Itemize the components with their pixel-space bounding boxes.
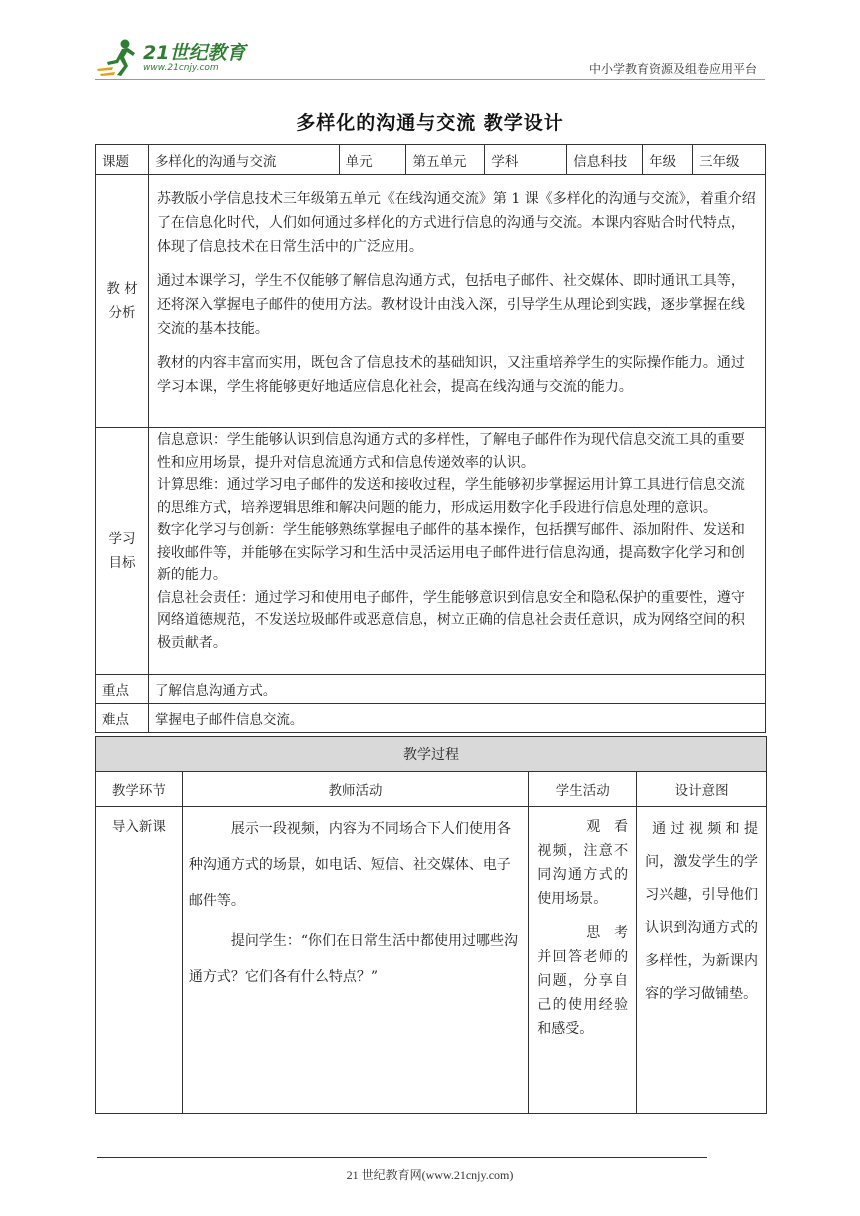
logo-text: 21世纪教育: [143, 42, 246, 64]
footer-divider: [97, 1157, 707, 1158]
grade-value: 三年级: [693, 145, 766, 175]
column-header: 教师活动: [182, 772, 528, 807]
column-header: 学生活动: [529, 772, 637, 807]
student-paragraph: 观看视频，注意不同沟通方式的使用场景。: [537, 819, 629, 907]
material-label: 教 材 分析: [96, 175, 149, 428]
difficulty-value: 掌握电子邮件信息交流。: [148, 704, 765, 733]
column-header: 教学环节: [96, 772, 183, 807]
material-paragraph: 苏教版小学信息技术三年级第五单元《在线沟通交流》第 1 课《多样化的沟通与交流》，着重介绍了在信息化时代，人们如何通过多样化的方式进行信息的沟通与交流。本课内容贴合时代特点，体现了信息技术在日常生活中的广泛应用。: [156, 191, 756, 255]
course-value: 多样化的沟通与交流: [148, 145, 339, 175]
material-paragraph: 通过本课学习，学生不仅能够了解信息沟通方式，包括电子邮件、社交媒体、即时通讯工具等，还将深入掌握电子邮件的使用方法。教材设计由浅入深，引导学生从理论到实践，逐步掌握在线交流的基本技能。: [156, 273, 745, 337]
teacher-paragraph: 提问学生：“你们在日常生活中都使用过哪些沟通方式？它们各有什么特点？”: [188, 933, 519, 985]
process-band-row: [96, 737, 767, 772]
student-paragraph: 思考并回答老师的问题，分享自己的使用经验和感受。: [537, 925, 629, 1037]
key-point-label: 重点: [96, 675, 149, 704]
design-intent-cell: [637, 807, 767, 1114]
unit-value: 第五单元: [406, 145, 485, 175]
subject-label: 学科: [485, 145, 567, 175]
teacher-paragraph: 展示一段视频，内容为不同场合下人们使用各种沟通方式的场景，如电话、短信、社交媒体、电子邮件等。: [188, 821, 511, 909]
logo: [95, 38, 245, 78]
key-point-row: [96, 675, 766, 704]
difficulty-row: [96, 704, 766, 733]
material-paragraph: 教材的内容丰富而实用，既包含了信息技术的基础知识，又注重培养学生的实际操作能力。通过学习本课，学生将能够更好地适应信息化社会，提高在线沟通与交流的能力。: [156, 355, 745, 395]
course-label: 课题: [96, 145, 149, 175]
grade-label: 年级: [643, 145, 693, 175]
info-row: [96, 145, 766, 175]
process-band: 教学过程: [96, 737, 767, 772]
document-title: 多样化的沟通与交流 教学设计: [296, 112, 564, 134]
runner-logo-icon: [95, 38, 141, 78]
page-header: [95, 38, 765, 80]
goals-content: [148, 428, 765, 675]
logo-url: www.21cnjy.com: [143, 63, 219, 73]
teaching-process-table: [95, 736, 767, 1114]
lesson-info-table: [95, 144, 766, 733]
material-content: [148, 175, 765, 428]
process-row: [96, 807, 767, 1114]
platform-name: 中小学教育资源及组卷应用平台: [588, 62, 757, 76]
difficulty-label: 难点: [96, 704, 149, 733]
goal-item: 数字化学习与创新：学生能够熟练掌握电子邮件的基本操作，包括撰写邮件、添加附件、发送和接收邮件等，并能够在实际学习和生活中灵活运用电子邮件进行信息沟通，提高数字化学习和创新的能力。: [156, 522, 745, 583]
teacher-activity-cell: [182, 807, 528, 1114]
header-divider: [95, 79, 765, 80]
footer-source: 21 世纪教育网(www.21cnjy.com): [346, 1168, 514, 1182]
intent-paragraph: 通过视频和提问，激发学生的学习兴趣，引导他们认识到沟通方式的多样性，为新课内容的学习做铺垫。: [645, 821, 758, 1002]
material-row: [96, 175, 766, 428]
process-header-row: [96, 772, 767, 807]
key-point-value: 了解信息沟通方式。: [148, 675, 765, 704]
subject-value: 信息科技: [567, 145, 643, 175]
student-activity-cell: [529, 807, 637, 1114]
goal-item: 信息社会责任：通过学习和使用电子邮件，学生能够意识到信息安全和隐私保护的重要性，遵守网络道德规范，不发送垃圾邮件或恶意信息，树立正确的信息社会责任意识，成为网络空间的积极贡献者。: [156, 589, 745, 651]
goal-item: 信息意识：学生能够认识到信息沟通方式的多样性，了解电子邮件作为现代信息交流工具的重要性和应用场景，提升对信息流通方式和信息传递效率的认识。: [156, 432, 745, 471]
column-header: 设计意图: [637, 772, 767, 807]
goal-item: 计算思维：通过学习电子邮件的发送和接收过程，学生能够初步掌握运用计算工具进行信息交流的思维方式，培养逻辑思维和解决问题的能力，形成运用数字化手段进行信息处理的意识。: [156, 477, 745, 516]
goals-row: [96, 428, 766, 675]
unit-label: 单元: [339, 145, 406, 175]
goals-label: 学习 目标: [96, 428, 149, 675]
stage-cell: 导入新课: [96, 807, 183, 1114]
